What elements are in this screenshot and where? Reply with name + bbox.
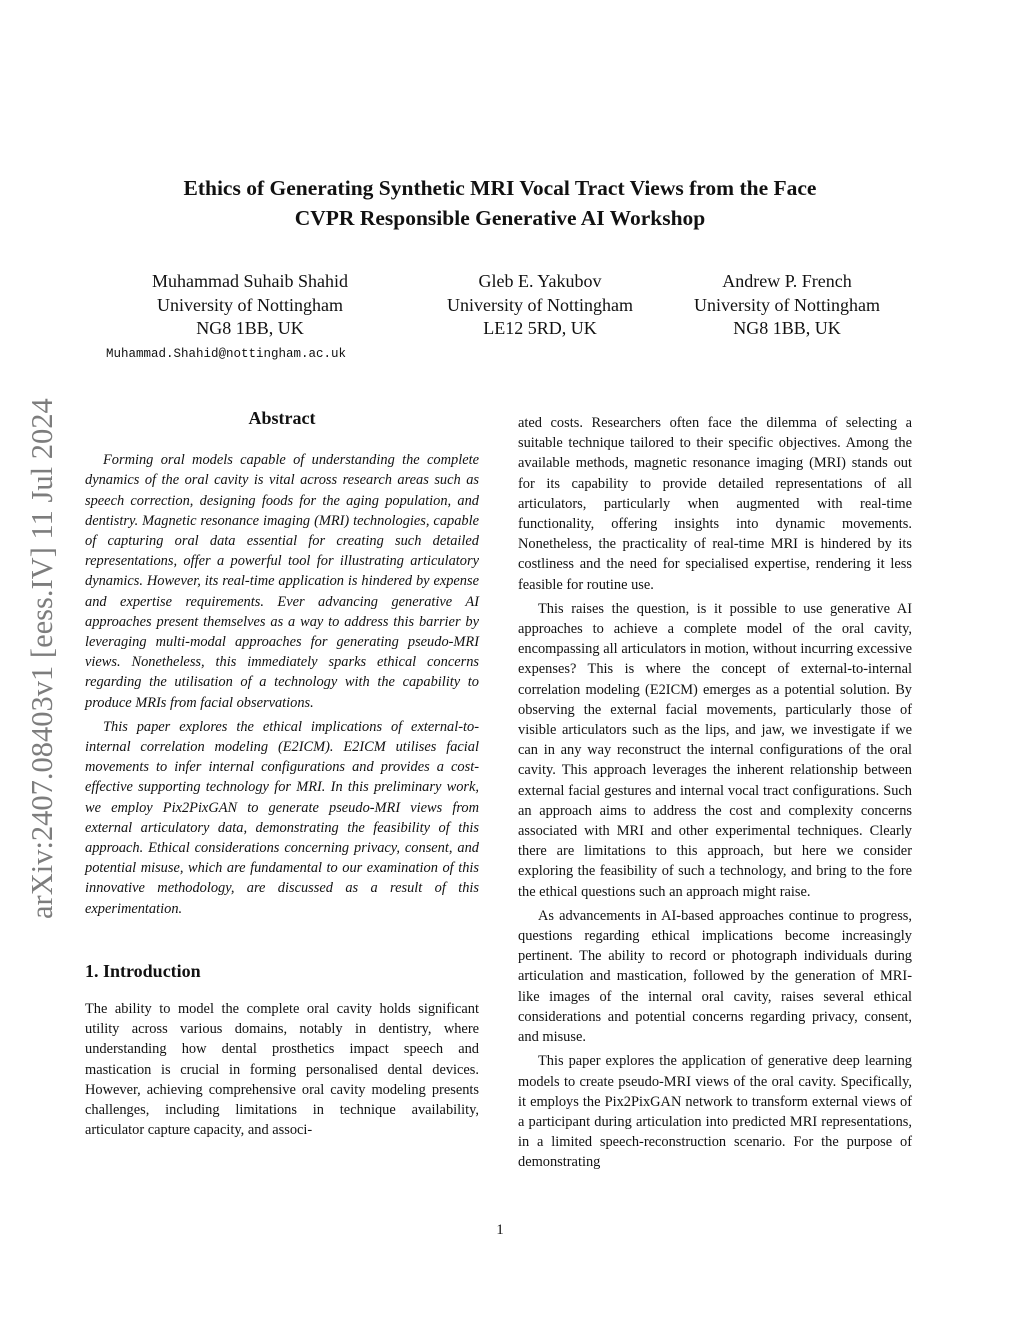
author-affiliation: University of Nottingham bbox=[694, 294, 880, 315]
author-name: Gleb E. Yakubov bbox=[478, 271, 602, 291]
page-number: 1 bbox=[496, 1222, 504, 1238]
paper-title-line-1: Ethics of Generating Synthetic MRI Vocal Tract Views from the Face bbox=[183, 176, 817, 200]
author-affiliation: University of Nottingham bbox=[157, 294, 343, 315]
paper-title-line-2: CVPR Responsible Generative AI Workshop bbox=[294, 206, 706, 230]
author-name: Muhammad Suhaib Shahid bbox=[152, 271, 348, 291]
body-paragraph: This raises the question, is it possible to use generative AI approaches to achieve a complete model of the oral cavity, encompassing all articulators in motion, without incurring excessive expenses? This is where the concept of external-to-internal correlation modeling (E2ICM) emerges as a potential solution. By observing the external facial movements, particularly those of visible articulators such as the lips, and jaw, we investigate if we can in any way reconstruct the internal configurations of the oral cavity. This approach leverages the inherent relationship between external facial gestures and internal vocal tract configurations. Such an approach aims to address the cost and complexity concerns associated with MRI and other experimental techniques. Clearly there are limitations to this approach, but here we consider exploring the feasibility of such a technology, and bring to the fore the ethical questions such an approach might raise. bbox=[518, 600, 912, 900]
abstract-paragraph: This paper explores the ethical implications of external-to-internal correlation modeling (E2ICM). E2ICM utilises facial movements to infer internal configurations and provides a cost-effective supporting technology for MRI. In this preliminary work, we employ Pix2PixGAN to generate pseudo-MRI views from external articulatory data, demonstrating the feasibility of this approach. Ethical considerations concerning privacy, consent, and potential misuse, which are fundamental to our examination of this innovative methodology, are discussed as a result of this experimentation. bbox=[85, 718, 479, 917]
right-column bbox=[518, 413, 912, 1173]
body-paragraph: This paper explores the application of generative deep learning models to create pseudo-MRI views of the oral cavity. Specifically, it employs the Pix2PixGAN network to transform external views of a participant during articulation into predicted MRI representations, in a limited speech-reconstruction scenario. For the purpose of demonstrating bbox=[518, 1053, 912, 1171]
author-name: Andrew P. French bbox=[722, 271, 852, 291]
body-paragraph: As advancements in AI-based approaches continue to progress, questions regarding ethical implications become increasingly pertinent. The ability to record or photograph individuals during articulation and mastication, followed by the generation of MRI-like images of the internal oral cavity, raises several ethical considerations and potential concerns regarding privacy, consent, and misuse. bbox=[518, 907, 912, 1046]
left-column bbox=[85, 408, 479, 1141]
abstract-body bbox=[85, 450, 479, 919]
author-address: LE12 5RD, UK bbox=[483, 318, 597, 338]
body-paragraph: ated costs. Researchers often face the dilemma of selecting a suitable technique tailored to their specific objectives. Among the available methods, magnetic resonance imaging (MRI) stands out for its capability to provide detailed representations of all articulators, particularly when augmented with real-time functionality, offering insights into dynamic movements. Nonetheless, the practicality of real-time MRI is hindered by its costliness and the need for specialised expertise, rendering it less feasible for routine use. bbox=[518, 415, 912, 593]
author-address: NG8 1BB, UK bbox=[196, 318, 304, 338]
author-affiliation: University of Nottingham bbox=[447, 294, 633, 315]
author-address: NG8 1BB, UK bbox=[733, 318, 841, 338]
abstract-paragraph: Forming oral models capable of understanding the complete dynamics of the oral cavity is vital across research areas such as speech correction, designing foods for the aging population, and dentistry. Magnetic resonance imaging (MRI) technologies, capable of capturing oral data essential for creating such detailed representations, offer a powerful tool for illustrating articulatory dynamics. However, its real-time application is hindered by expense and expertise requirements. Ever advancing generative AI approaches present themselves as a way to address this barrier by leveraging multi-modal approaches for generating pseudo-MRI views. Nonetheless, this immediately sparks ethical concerns regarding the utilisation of a technology with the capability to produce MRIs from facial observations. bbox=[85, 452, 479, 711]
abstract-heading: Abstract bbox=[248, 408, 316, 428]
author-block-2 bbox=[410, 270, 670, 341]
arxiv-identifier: arXiv:2407.08403v1 [eess.IV] 11 Jul 2024 bbox=[25, 398, 59, 920]
intro-paragraph: The ability to model the complete oral cavity holds significant utility across various domains, notably in dentistry, where understanding how dental prosthetics impact speech and mastication is crucial in forming personalised dental devices. However, achieving comprehensive oral cavity modeling presents challenges, including limitations in technique availability, articulator capture capacity, and associ- bbox=[85, 1001, 479, 1139]
author-block-1 bbox=[120, 270, 380, 341]
author-block-3 bbox=[657, 270, 917, 341]
section-heading-introduction: 1. Introduction bbox=[85, 960, 201, 981]
author-email[interactable]: Muhammad.Shahid@nottingham.ac.uk bbox=[106, 347, 347, 361]
